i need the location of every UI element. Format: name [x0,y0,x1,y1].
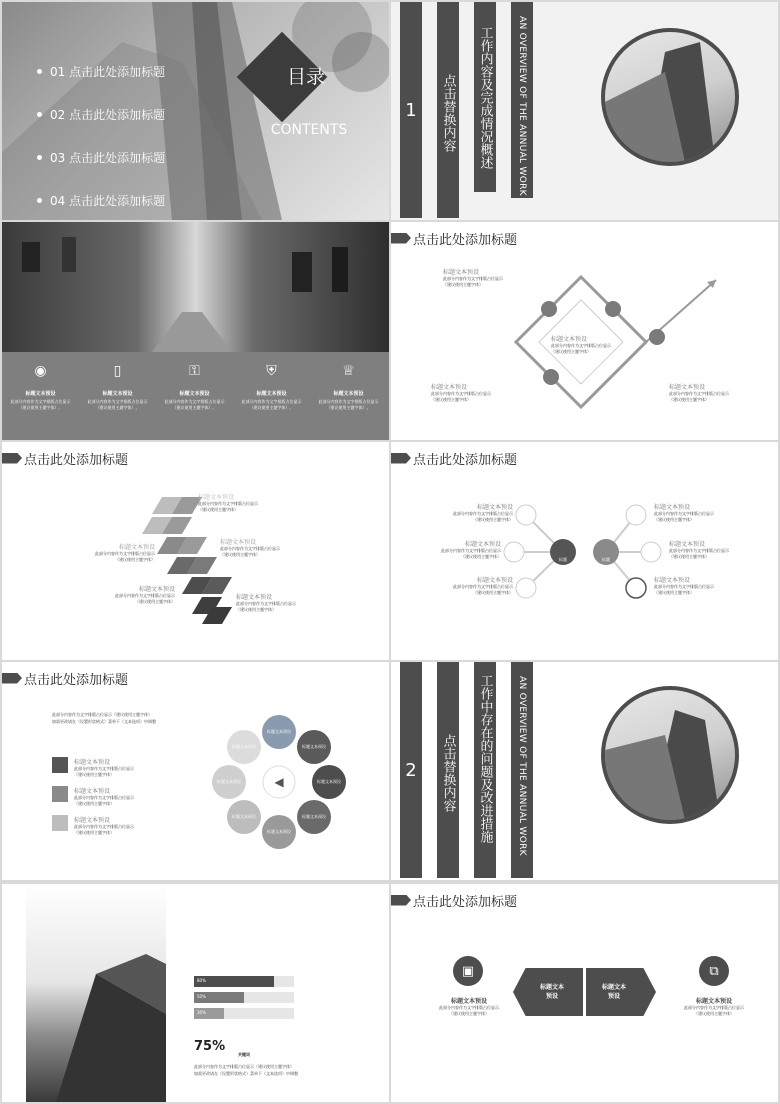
slide-progress[interactable] [2,884,389,1102]
legend-item: 标题文本预设 此部分内容作为文字排版占位显示 （建议使用主题字体） [52,815,134,836]
feature-card[interactable]: ◉ 标题文本预设 此部分内容作为文字排版占位显示 （建议使用主题字体）。 [2,360,79,411]
slide-header: 点击此处添加标题 [2,451,128,465]
progress-bar: 30% [194,1008,294,1019]
contents-item[interactable]: 01 点击此处添加标题 [37,50,165,93]
megaphone-icon: ◀ [274,775,284,789]
contents-list [37,50,165,220]
progress-list [194,976,294,1019]
arrow-right-label: 标题文本 预设 [601,984,626,1000]
text-block: 标题文本预设 此部分内容作为文字排版占位显示 （建议使用主题字体） [115,586,175,604]
intro-line: 如需更改请在（设置形状格式）菜单下（文本选项）中调整 [52,719,156,724]
text-block: 标题文本预设 此部分内容作为文字排版占位显示 （建议使用主题字体） [198,494,258,512]
section-bar: 工作内容及完成情况概述 [474,2,496,192]
big-percentage: 75% [194,1039,226,1054]
slide-section-2[interactable] [391,662,778,880]
text-block: 标题文本预设 此部分内容作为文字排版占位显示 （建议使用主题字体） [453,504,513,522]
contents-item[interactable]: 03 点击此处添加标题 [37,136,165,179]
feature-card[interactable]: ▯ 标题文本预设 此部分内容作为文字排版占位显示 （建议使用主题字体）。 [79,360,156,411]
street-photo [2,222,389,352]
text-block: 标题文本预设 此部分内容作为文字排版占位显示 （建议使用主题字体） [654,577,714,595]
legend-item: 标题文本预设 此部分内容作为文字排版占位显示 （建议使用主题字体） [52,757,134,778]
diamond-diagram [391,222,778,440]
desc-line: 此部分内容作为文字排版占位显示（建议使用主题字体） [194,1064,294,1069]
section-bar: AN OVERVIEW OF THE ANNUAL WORK [511,662,533,878]
petal-label: 标题文本预设 [232,744,256,749]
big-label: 关键词 [238,1052,250,1057]
building-circle-photo [601,28,739,166]
progress-bar: 80% [194,976,294,987]
section-number: 2 [400,662,422,878]
petal-label: 标题文本预设 [267,829,291,834]
intro-line: 此部分内容作为文字排版占位显示（建议使用主题字体） [52,712,152,717]
petal-label: 标题文本预设 [302,744,326,749]
slide-header: 点击此处添加标题 [391,893,517,907]
text-block: 标题文本预设 此部分内容作为文字排版占位显示 （建议使用主题字体） [236,594,296,612]
text-block: 标题文本预设 此部分内容作为文字排版占位显示 （建议使用主题字体） [441,541,501,559]
section-number: 1 [400,2,422,218]
phone-icon: ▯ [113,363,122,379]
slide-street[interactable] [2,222,389,440]
text-block: 标题文本预设 此部分内容作为文字排版占位显示 （建议使用主题字体） [654,504,714,522]
trophy-icon: ♕ [342,363,355,379]
text-block-center: 标题文本预设 此部分内容作为文字排版占位显示 （建议使用主题字体） [551,336,611,354]
slide-hub[interactable] [391,442,778,660]
petal-label: 标题文本预设 [317,779,341,784]
slide-flower[interactable] [2,662,389,880]
petal-label: 标题文本预设 [302,814,326,819]
hub-label: 标题 [559,557,567,562]
feature-card[interactable]: ⚿ 标题文本预设 此部分内容作为文字排版占位显示 （建议使用主题字体）。 [156,360,233,411]
slide-header: 点击此处添加标题 [391,231,517,245]
slide-arrows[interactable] [391,884,778,1102]
feature-card[interactable]: ♕ 标题文本预设 此部分内容作为文字排版占位显示 （建议使用主题字体）。 [310,360,387,411]
slide-header: 点击此处添加标题 [2,671,128,685]
slide-section-1[interactable] [391,2,778,220]
section-bar: AN OVERVIEW OF THE ANNUAL WORK [511,2,533,198]
legend-item: 标题文本预设 此部分内容作为文字排版占位显示 （建议使用主题字体） [52,786,134,807]
key-icon: ⚿ [189,363,200,379]
satellite-icon: ◉ [34,363,47,379]
text-block: 标题文本预设 此部分内容作为文字排版占位显示 （建议使用主题字体） [95,544,155,562]
device-icon: ▣ [453,956,483,986]
slide-staircase[interactable] [2,442,389,660]
slide-diamond[interactable] [391,222,778,440]
slide-header: 点击此处添加标题 [391,451,517,465]
text-block: 标题文本预设 此部分内容作为文字排版占位显示 （建议使用主题字体） [684,998,744,1016]
petal-label: 标题文本预设 [267,729,291,734]
text-block: 标题文本预设 此部分内容作为文字排版占位显示 （建议使用主题字体） [453,577,513,595]
flower-diagram [2,662,389,880]
desc-line: 如需更改请在（设置形状格式）菜单下（文本选项）中调整 [194,1071,298,1076]
contents-item[interactable]: 04 点击此处添加标题 [37,179,165,220]
devices-icon: ⧉ [699,956,729,986]
text-block: 标题文本预设 此部分内容作为文字排版占位显示 （建议使用主题字体） [439,998,499,1016]
progress-bar: 50% [194,992,294,1003]
feature-cards [2,360,389,411]
petal-label: 标题文本预设 [232,814,256,819]
staircase-diagram [2,442,389,660]
petal-label: 标题文本预设 [217,779,241,784]
contents-item[interactable]: 02 点击此处添加标题 [37,93,165,136]
contents-title: 目录 [286,66,325,88]
hub-label: 标题 [602,557,610,562]
feature-card[interactable]: ⛨ 标题文本预设 此部分内容作为文字排版占位显示 （建议使用主题字体）。 [233,360,310,411]
text-block: 标题文本预设 此部分内容作为文字排版占位显示 （建议使用主题字体） [669,384,729,402]
section-bar: 点击替换内容 [437,2,459,218]
section-bar: 点击替换内容 [437,662,459,878]
text-block: 标题文本预设 此部分内容作为文字排版占位显示 （建议使用主题字体） [431,384,491,402]
text-block: 标题文本预设 此部分内容作为文字排版占位显示 （建议使用主题字体） [220,539,280,557]
skyscraper-photo [26,884,166,1102]
arrow-left-label: 标题文本 预设 [539,984,564,1000]
text-block: 标题文本预设 此部分内容作为文字排版占位显示 （建议使用主题字体） [669,541,729,559]
section-bar: 工作中存在的问题及改进措施 [474,662,496,878]
text-block: 标题文本预设 此部分内容作为文字排版占位显示 （建议使用主题字体） [443,269,503,287]
contents-subtitle: CONTENTS [270,122,348,138]
shield-icon: ⛨ [266,363,277,379]
slide-contents[interactable] [2,2,389,220]
building-circle-photo [601,686,739,824]
